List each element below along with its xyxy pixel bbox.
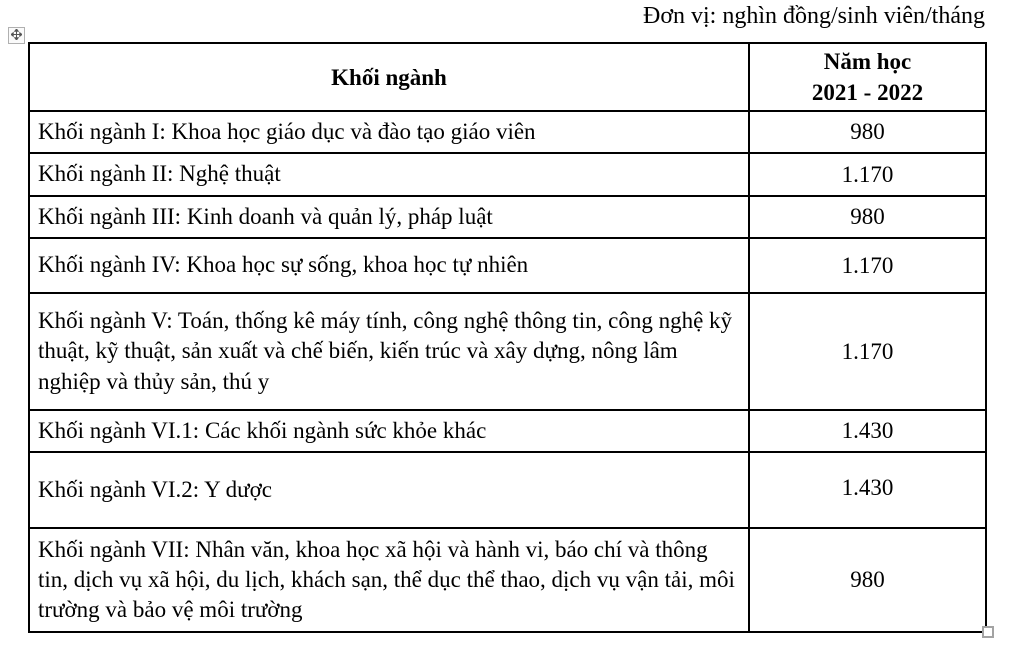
row-value[interactable]: 1.170 — [749, 293, 986, 410]
table-row — [29, 452, 986, 528]
header-nam-hoc-line2: 2021 - 2022 — [811, 80, 924, 106]
table-row — [29, 528, 986, 632]
row-label[interactable]: Khối ngành II: Nghệ thuật — [29, 153, 749, 196]
move-arrows-icon — [11, 27, 22, 45]
header-nam-hoc-line1: Năm học — [823, 49, 912, 74]
table-move-handle[interactable] — [8, 27, 25, 44]
table-resize-handle[interactable] — [982, 626, 994, 638]
row-value[interactable]: 1.430 — [749, 452, 986, 528]
unit-caption[interactable]: Đơn vị: nghìn đồng/sinh viên/tháng — [642, 3, 985, 29]
row-label[interactable]: Khối ngành VI.1: Các khối ngành sức khỏe khác — [29, 410, 749, 452]
row-value[interactable]: 1.430 — [749, 410, 986, 452]
row-value[interactable]: 1.170 — [749, 238, 986, 293]
table-row — [29, 238, 986, 293]
table-row — [29, 153, 986, 196]
row-label[interactable]: Khối ngành V: Toán, thống kê máy tính, công nghệ thông tin, công nghệ kỹ thuật, kỹ thuật, sản xuất và chế biến, kiến trúc và xây dựng, nông lâm nghiệp và thủy sản, thú y — [29, 293, 749, 410]
row-value[interactable]: 1.170 — [749, 153, 986, 196]
row-label[interactable]: Khối ngành VI.2: Y dược — [29, 452, 749, 528]
row-label[interactable]: Khối ngành III: Kinh doanh và quản lý, pháp luật — [29, 196, 749, 238]
table-row — [29, 111, 986, 153]
row-label[interactable]: Khối ngành VII: Nhân văn, khoa học xã hội và hành vi, báo chí và thông tin, dịch vụ xã hội, du lịch, khách sạn, thể dục thể thao, dịch vụ vận tải, môi trường và bảo vệ môi trường — [29, 528, 749, 632]
table-row — [29, 293, 986, 410]
table-row — [29, 196, 986, 238]
row-label[interactable]: Khối ngành IV: Khoa học sự sống, khoa học tự nhiên — [29, 238, 749, 293]
row-value[interactable]: 980 — [749, 528, 986, 632]
table-row — [29, 410, 986, 452]
tuition-fee-table — [28, 42, 987, 633]
header-row — [29, 43, 986, 111]
header-nam-hoc[interactable] — [749, 43, 986, 111]
row-label[interactable]: Khối ngành I: Khoa học giáo dục và đào tạo giáo viên — [29, 111, 749, 153]
header-khoi-nganh[interactable]: Khối ngành — [29, 43, 749, 111]
row-value[interactable]: 980 — [749, 111, 986, 153]
row-value[interactable]: 980 — [749, 196, 986, 238]
